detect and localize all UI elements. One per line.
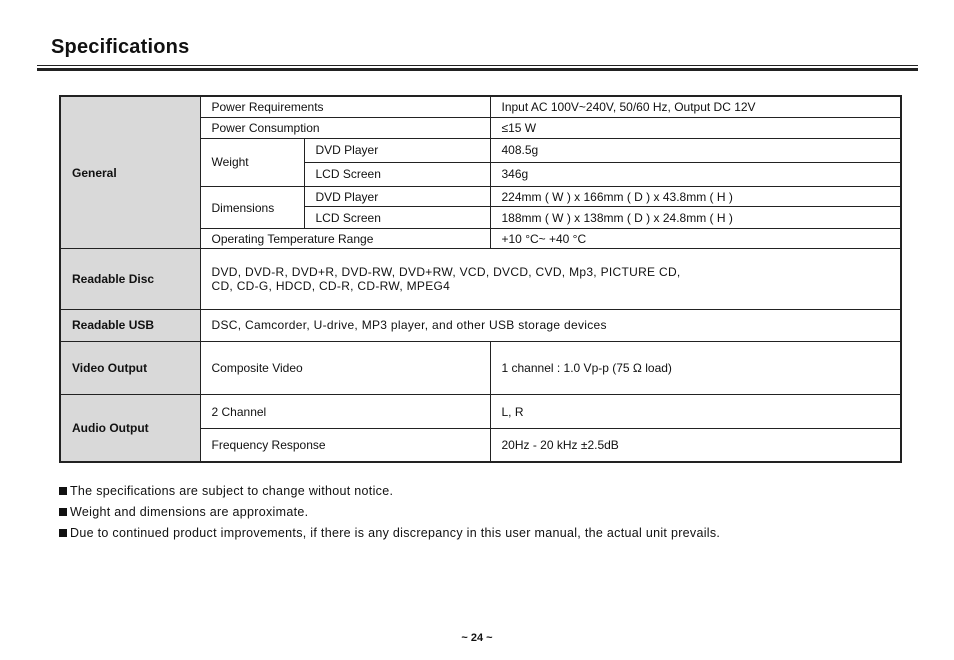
disc-formats-line-2: CD, CD-G, HDCD, CD-R, CD-RW, MPEG4 — [211, 278, 451, 293]
spec-value: 20Hz - 20 kHz ±2.5dB — [490, 429, 901, 462]
spec-value: ≤15 W — [490, 117, 901, 138]
category-readable-usb: Readable USB — [60, 309, 200, 341]
spec-value-usb: DSC, Camcorder, U-drive, MP3 player, and other USB storage devices — [200, 309, 901, 341]
spec-value: 346g — [490, 162, 901, 186]
page-title: Specifications — [51, 36, 190, 58]
page-number: ~ 24 ~ — [461, 632, 493, 644]
spec-value: 224mm ( W ) x 166mm ( D ) x 43.8mm ( H ) — [490, 186, 901, 206]
note-text: Weight and dimensions are approximate. — [70, 505, 309, 519]
table-row — [60, 395, 901, 429]
category-general: General — [60, 96, 200, 249]
spec-value: Input AC 100V~240V, 50/60 Hz, Output DC 12V — [490, 96, 901, 117]
spec-value: 188mm ( W ) x 138mm ( D ) x 24.8mm ( H ) — [490, 207, 901, 229]
table-row — [60, 341, 901, 394]
spec-label: Weight — [200, 138, 304, 186]
spec-label: Power Requirements — [200, 96, 490, 117]
square-bullet-icon — [59, 529, 67, 537]
note-item — [59, 484, 720, 505]
note-item — [59, 526, 720, 547]
table-row — [60, 249, 901, 309]
spec-label: Composite Video — [200, 341, 490, 394]
title-rule-thick — [37, 68, 918, 71]
disc-formats-line-1: DVD, DVD-R, DVD+R, DVD-RW, DVD+RW, VCD, DVCD, CVD, Mp3, PICTURE CD, — [211, 264, 681, 279]
notes-list — [59, 484, 720, 547]
spec-label: 2 Channel — [200, 395, 490, 429]
table-row — [60, 309, 901, 341]
note-item — [59, 505, 720, 526]
title-rule-thin — [37, 65, 918, 66]
spec-value: +10 °C~ +40 °C — [490, 229, 901, 249]
category-video-output: Video Output — [60, 341, 200, 394]
spec-label: Frequency Response — [200, 429, 490, 462]
table-row — [60, 96, 901, 117]
spec-label: Dimensions — [200, 186, 304, 228]
spec-label: Power Consumption — [200, 117, 490, 138]
spec-sublabel: LCD Screen — [304, 207, 490, 229]
spec-sublabel: DVD Player — [304, 186, 490, 206]
spec-value: 408.5g — [490, 138, 901, 162]
square-bullet-icon — [59, 487, 67, 495]
spec-value: L, R — [490, 395, 901, 429]
category-readable-disc: Readable Disc — [60, 249, 200, 309]
spec-sublabel: LCD Screen — [304, 162, 490, 186]
category-audio-output: Audio Output — [60, 395, 200, 462]
specifications-table — [59, 95, 902, 463]
spec-value-disc — [200, 249, 901, 309]
note-text: Due to continued product improvements, if there is any discrepancy in this user manual, the actual unit prevails. — [70, 526, 721, 540]
spec-label: Operating Temperature Range — [200, 229, 490, 249]
spec-sublabel: DVD Player — [304, 138, 490, 162]
note-text: The specifications are subject to change without notice. — [70, 484, 394, 498]
square-bullet-icon — [59, 508, 67, 516]
spec-value: 1 channel : 1.0 Vp-p (75 Ω load) — [490, 341, 901, 394]
